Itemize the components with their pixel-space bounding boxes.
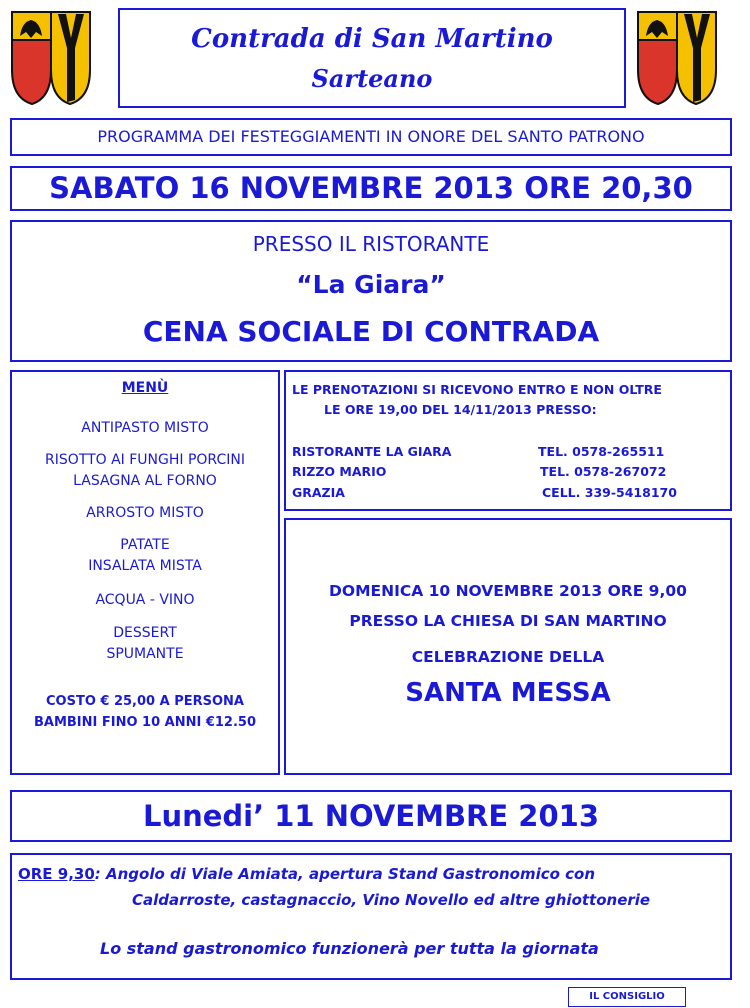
menu-item: ANTIPASTO MISTO: [81, 420, 209, 436]
stand-text1: : Angolo di Viale Amiata, apertura Stand Gastronomico con: [94, 865, 596, 883]
messa-title: SANTA MESSA: [405, 678, 611, 708]
contact-row: [292, 485, 730, 500]
menu-item: ACQUA - VINO: [95, 592, 195, 608]
prenotazioni-line2: LE ORE 19,00 DEL 14/11/2013 PRESSO:: [324, 402, 597, 417]
contact-phone: TEL. 0578-265511: [538, 444, 665, 459]
prenotazioni-box: [284, 370, 732, 511]
contrada-title: Contrada di San Martino: [191, 24, 553, 54]
stand-time: ORE 9,30: [18, 865, 95, 883]
stand-box: [10, 853, 732, 980]
lunedi-banner: [10, 790, 732, 842]
menu-item: LASAGNA AL FORNO: [73, 473, 217, 489]
contact-name: RISTORANTE LA GIARA: [292, 444, 452, 459]
stand-line1: [18, 865, 595, 883]
messa-celebration: CELEBRAZIONE DELLA: [411, 648, 605, 666]
menu-title: MENÙ: [121, 380, 169, 396]
contact-phone: CELL. 339-5418170: [542, 485, 677, 500]
stand-line2: Caldarroste, castagnaccio, Vino Novello ed altre ghiottonerie: [132, 891, 651, 909]
signature-text: IL CONSIGLIO: [589, 991, 665, 1002]
menu-cost-child: BAMBINI FINO 10 ANNI €12.50: [33, 715, 257, 730]
ristorante-intro: PRESSO IL RISTORANTE: [252, 232, 490, 256]
menu-box: [10, 370, 280, 775]
contact-row: [292, 444, 730, 459]
menu-item: RISOTTO AI FUNGHI PORCINI: [45, 452, 245, 468]
programma-text: PROGRAMMA DEI FESTEGGIAMENTI IN ONORE DEL SANTO PATRONO: [97, 127, 645, 146]
lunedi-date: Lunedi’ 11 NOVEMBRE 2013: [142, 799, 599, 833]
contrada-shield-icon-left: [8, 8, 94, 108]
messa-box: [284, 518, 732, 775]
contact-name: RIZZO MARIO: [292, 464, 387, 479]
contact-name: GRAZIA: [292, 485, 345, 500]
event-title: CENA SOCIALE DI CONTRADA: [142, 315, 600, 348]
contact-row: [292, 464, 730, 479]
menu-item: INSALATA MISTA: [88, 558, 202, 574]
signature-box: [568, 987, 686, 1007]
sabato-date: SABATO 16 NOVEMBRE 2013 ORE 20,30: [49, 171, 693, 205]
header-box: [118, 8, 626, 108]
menu-item: ARROSTO MISTO: [86, 505, 204, 521]
ristorante-box: [10, 220, 732, 362]
programma-banner: [10, 118, 732, 156]
prenotazioni-line1: LE PRENOTAZIONI SI RICEVONO ENTRO E NON OLTRE: [292, 382, 662, 397]
messa-date: DOMENICA 10 NOVEMBRE 2013 ORE 9,00: [329, 582, 687, 600]
menu-item: PATATE: [120, 537, 170, 553]
menu-cost-adult: COSTO € 25,00 A PERSONA: [46, 694, 244, 709]
ristorante-name: “La Giara”: [296, 270, 446, 299]
sabato-banner: [10, 166, 732, 211]
menu-item: DESSERT: [113, 625, 177, 641]
stand-line3: Lo stand gastronomico funzionerà per tutta la giornata: [100, 939, 599, 958]
contrada-shield-icon-right: [634, 8, 720, 108]
messa-location: PRESSO LA CHIESA DI SAN MARTINO: [349, 612, 667, 630]
contact-phone: TEL. 0578-267072: [540, 464, 667, 479]
menu-item: SPUMANTE: [106, 646, 184, 662]
town-subtitle: Sarteano: [311, 64, 433, 93]
